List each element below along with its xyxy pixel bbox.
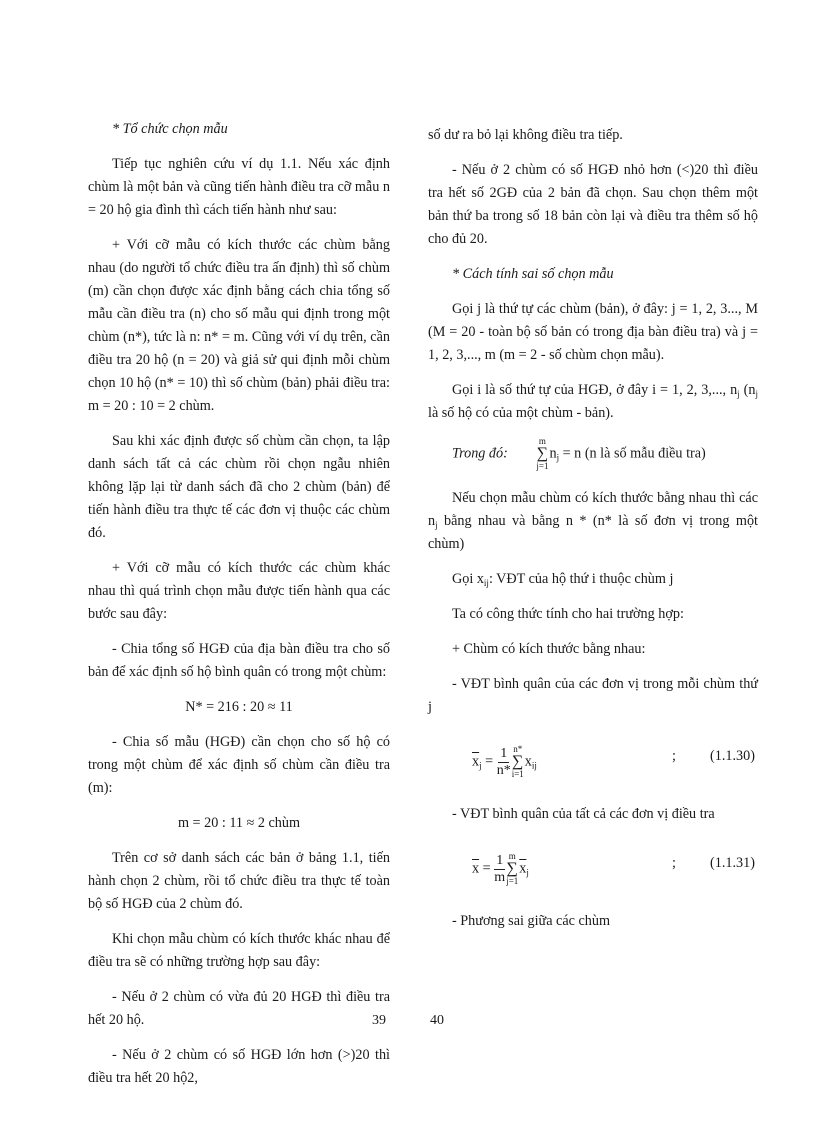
formula-separator: ; [672,748,676,764]
paragraph: Sau khi xác định được số chùm cần chọn, ta lập danh sách tất cả các chùm rồi chọn ngẫu nhiên không lặp lại từ danh sách đã cho 2 chùm (bản) để tiến hành điều tra thực tế các đơn vị thuộc các chùm đó. [88,433,390,541]
paragraph: - VĐT bình quân của tất cả các đơn vị điều tra [452,806,715,822]
paragraph: + Với cỡ mẫu có kích thước các chùm bằng nhau (do người tổ chức điều tra ấn định) thì số chùm (m) cần chọn được xác định bằng cách chia tổng số mẫu cần điều tra (n) cho số mẫu qui định trong một chùm (n*), tức là n: n* = m. Cũng với ví dụ trên, cần điều tra 20 hộ (n = 20) và giả sử qui định mỗi chùm chọn 10 hộ (n* = 10) thì số chùm (bản) phải điều tra: m = 20 : 10 = 2 chùm. [88,237,390,414]
paragraph: Ta có công thức tính cho hai trường hợp: [452,606,684,622]
sum-equation: Trong đó: m ∑ j=1 $n_j = n$ (n là số mẫu điều tra) [452,436,706,471]
paragraph: - VĐT bình quân của các đơn vị trong mỗi chùm thứ j [428,676,758,715]
paragraph: - Nếu ở 2 chùm có số HGĐ nhỏ hơn (<)20 thì điều tra hết số 2GĐ của 2 bản đã chọn. Sau chọn thêm một bản thứ ba trong số 18 bản còn lại và điều tra thêm số hộ cho đủ 20. [428,162,758,247]
section-heading-organize-sampling: * Tổ chức chọn mẫu [112,121,228,137]
formula-1-1-30 [428,731,758,793]
section-heading-error-calculation: * Cách tính sai số chọn mẫu [452,266,614,282]
page-number-left: 39 [372,1013,386,1028]
formula-number: (1.1.31) [710,855,755,871]
formula-separator: ; [672,855,676,871]
paragraph: + Chùm có kích thước bằng nhau: [452,641,646,657]
formula-number: (1.1.30) [710,748,755,764]
paragraph: số dư ra bỏ lại không điều tra tiếp. [428,127,623,143]
paragraph: + Với cỡ mẫu có kích thước các chùm khác nhau thì quá trình chọn mẫu được tiến hành qua các bước sau đây: [88,560,390,622]
formula-1-1-31 [428,838,758,900]
paragraph: Gọi $x_{ij}$: VĐT của hộ thứ i thuộc chùm j [452,571,674,588]
left-column [88,118,390,1102]
paragraph: Gọi i là số thứ tự của HGĐ, ở đây i = 1, 2, 3,..., $n_j$ ($n_j$ là số hộ có của một chùm - bản). [428,382,758,421]
paragraph: - Nếu ở 2 chùm có số HGĐ lớn hơn (>)20 thì điều tra hết 20 hộ2, [88,1047,390,1086]
paragraph: - Nếu ở 2 chùm có vừa đủ 20 HGĐ thì điều tra hết 20 hộ. [88,989,390,1028]
equation: N* = 216 : 20 ≈ 11 [185,699,293,715]
equation: m = 20 : 11 ≈ 2 chùm [177,815,301,831]
paragraph: Gọi j là thứ tự các chùm (bản), ở đây: j = 1, 2, 3..., M (M = 20 - toàn bộ số bản có trong địa bàn điều tra) và j = 1, 2, 3,..., m (m = 2 - số chùm chọn mẫu). [428,301,758,363]
paragraph: Tiếp tục nghiên cứu ví dụ 1.1. Nếu xác định chùm là một bản và cũng tiến hành điều tra cỡ mẫu n = 20 hộ gia đình thì cách tiến hành như sau: [88,156,390,218]
right-column [428,124,758,945]
paragraph: Trên cơ sở danh sách các bản ở bảng 1.1, tiến hành chọn 2 chùm, rồi tổ chức điều tra thực tế toàn bộ số HGĐ của 2 chùm đó. [88,850,390,912]
formula-expression: $\overline{x}$ = $\frac{1}{m}$ m ∑ j=1 $\overline{x}_j$ [472,851,529,886]
formula-expression: $\overline{x}_j$ = $\frac{1}{n*}$ n* ∑ i=1 $x_{ij}$ [472,744,537,779]
paragraph: - Phương sai giữa các chùm [452,913,611,929]
paragraph: Khi chọn mẫu chùm có kích thước khác nhau để điều tra sẽ có những trường hợp sau đây: [88,931,390,970]
paragraph: - Chia số mẫu (HGĐ) cần chọn cho số hộ có trong một chùm để xác định số chùm cần điều tra (m): [88,734,390,796]
page-number-right: 40 [430,1013,444,1028]
paragraph: - Chia tổng số HGĐ của địa bàn điều tra cho số bản để xác định số hộ bình quân có trong một chùm: [88,641,390,680]
paragraph: Nếu chọn mẫu chùm có kích thước bằng nhau thì các $n_j$ bằng nhau và bằng n * (n* là số đơn vị trong một chùm) [428,490,758,552]
